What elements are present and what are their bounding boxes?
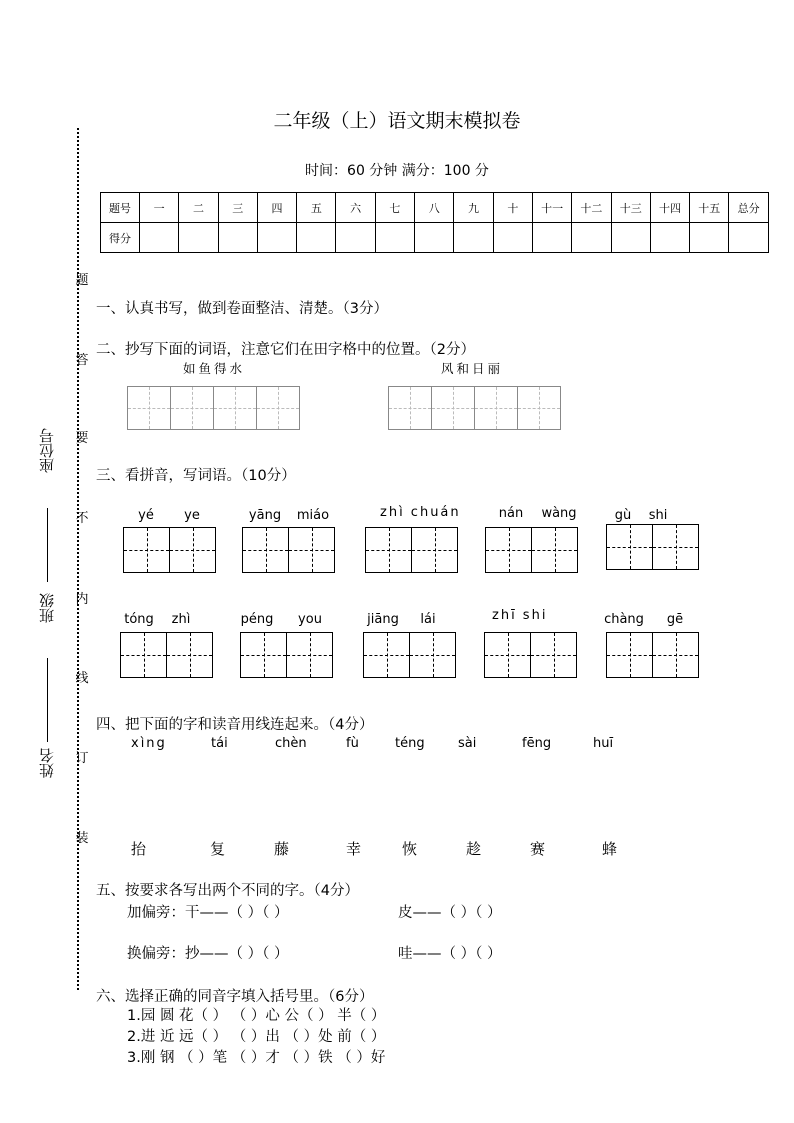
score-cell[interactable] (179, 223, 218, 253)
pinyin-label: gù (614, 508, 632, 523)
box-cell[interactable] (170, 528, 215, 572)
box-cell[interactable] (607, 525, 653, 569)
grid-cell[interactable] (128, 387, 171, 429)
box-cell[interactable] (410, 633, 455, 677)
pinyin-label: wàng (541, 506, 577, 521)
writing-box[interactable] (242, 527, 335, 573)
grid-cell[interactable] (389, 387, 432, 429)
pinyin-label: shi (648, 508, 668, 523)
score-header-cell: 五 (297, 193, 336, 223)
pinyin-label: nán (498, 506, 524, 521)
pinyin-label: yé (138, 508, 154, 523)
pinyin-label: péng (240, 612, 274, 627)
grid-cell[interactable] (432, 387, 475, 429)
binding-char: 线 (75, 671, 89, 686)
box-cell[interactable] (531, 633, 576, 677)
match-pinyin[interactable]: tái (211, 736, 228, 751)
score-cell[interactable] (454, 223, 493, 253)
score-header-cell: 十三 (611, 193, 650, 223)
tianzige-grid-2[interactable] (388, 386, 561, 430)
score-cell[interactable] (650, 223, 689, 253)
score-cell[interactable] (257, 223, 296, 253)
score-header-row (101, 193, 769, 223)
binding-char: 要 (75, 431, 89, 446)
score-cell[interactable] (572, 223, 611, 253)
writing-box[interactable] (606, 524, 699, 570)
class-label: 班级 (38, 593, 56, 623)
writing-box[interactable] (120, 632, 213, 678)
homophone-line[interactable]: 2.进 近 远（ ） （ ）出 （ ）处 前（ ） (127, 1029, 386, 1045)
match-char[interactable]: 幸 (346, 840, 362, 858)
grid-cell[interactable] (475, 387, 518, 429)
pinyin-label: ye (184, 508, 200, 523)
score-value-row (101, 223, 769, 253)
question-4: 四、把下面的字和读音用线连起来。（4分） (96, 717, 374, 733)
box-cell[interactable] (167, 633, 212, 677)
binding-char: 题 (75, 273, 89, 288)
homophone-line[interactable]: 1.园 圆 花（ ） （ ）心 公（ ） 半（ ） (127, 1008, 386, 1024)
score-header-cell: 十 (493, 193, 532, 223)
question-5: 五、按要求各写出两个不同的字。（4分） (96, 883, 359, 899)
score-header-cell: 一 (140, 193, 179, 223)
match-char[interactable]: 趁 (466, 840, 482, 858)
match-char[interactable]: 恢 (402, 840, 418, 858)
pinyin-label: you (298, 612, 322, 627)
box-cell[interactable] (653, 633, 698, 677)
score-cell[interactable] (690, 223, 729, 253)
pinyin-label: zhì chuán (380, 505, 461, 520)
score-cell[interactable] (297, 223, 336, 253)
pinyin-label: zhì (171, 612, 191, 627)
score-cell[interactable] (336, 223, 375, 253)
writing-box[interactable] (485, 527, 578, 573)
score-header-cell: 十四 (650, 193, 689, 223)
tianzige-grid-1[interactable] (127, 386, 300, 430)
box-cell[interactable] (653, 525, 698, 569)
pinyin-label: lái (420, 612, 436, 627)
radical-add-line[interactable]: 加偏旁：干——（ ）（ ） (127, 905, 289, 921)
score-header-cell: 十一 (532, 193, 571, 223)
box-cell[interactable] (366, 528, 412, 572)
score-cell[interactable] (375, 223, 414, 253)
score-cell[interactable] (532, 223, 571, 253)
score-header-cell: 九 (454, 193, 493, 223)
pinyin-label: chàng (604, 612, 644, 627)
pinyin-label: zhī shi (492, 608, 548, 623)
class-blank-line[interactable] (47, 658, 48, 742)
question-2: 二、抄写下面的词语，注意它们在田字格中的位置。（2分） (96, 342, 475, 358)
binding-char: 装 (75, 831, 89, 846)
match-pinyin[interactable]: xìng (131, 736, 167, 751)
box-cell[interactable] (243, 528, 289, 572)
score-header-cell: 二 (179, 193, 218, 223)
writing-box[interactable] (240, 632, 333, 678)
score-header-cell: 四 (257, 193, 296, 223)
binding-char: 内 (75, 592, 89, 607)
grid-cell[interactable] (171, 387, 214, 429)
match-pinyin[interactable]: téng (395, 736, 425, 751)
match-pinyin[interactable]: sài (458, 736, 477, 751)
radical-add-line[interactable]: 皮——（ ）（ ） (398, 905, 502, 921)
box-cell[interactable] (289, 528, 334, 572)
name-label: 姓名 (38, 748, 56, 778)
question-3: 三、看拼音，写词语。（10分） (96, 468, 296, 484)
binding-char: 答 (75, 353, 89, 368)
match-char[interactable]: 蜂 (602, 840, 618, 858)
score-header-cell: 六 (336, 193, 375, 223)
box-cell[interactable] (287, 633, 332, 677)
grid-cell[interactable] (257, 387, 299, 429)
score-header-cell: 十二 (572, 193, 611, 223)
writing-box[interactable] (484, 632, 577, 678)
writing-box[interactable] (606, 632, 699, 678)
box-cell[interactable] (486, 528, 532, 572)
score-header-cell: 八 (415, 193, 454, 223)
score-cell[interactable] (729, 223, 768, 253)
match-char[interactable]: 复 (210, 840, 226, 858)
score-header-cell: 十五 (690, 193, 729, 223)
page-title: 二年级（上）语文期末模拟卷 (273, 110, 521, 132)
score-header-cell: 总分 (729, 193, 768, 223)
box-cell[interactable] (241, 633, 287, 677)
score-table (100, 192, 769, 253)
box-cell[interactable] (364, 633, 410, 677)
copy-word-2: 风和日丽 (441, 361, 504, 376)
score-row-label: 得分 (101, 223, 140, 253)
score-cell[interactable] (140, 223, 179, 253)
question-1: 一、认真书写，做到卷面整洁、清楚。（3分） (96, 301, 388, 317)
pinyin-label: gē (666, 612, 684, 627)
match-char[interactable]: 藤 (274, 840, 290, 858)
score-header-cell: 七 (375, 193, 414, 223)
score-cell[interactable] (218, 223, 257, 253)
seat-number-label: 座位号 (38, 428, 56, 473)
exam-info: 时间：60 分钟 满分：100 分 (305, 163, 489, 179)
grid-cell[interactable] (214, 387, 257, 429)
box-cell[interactable] (532, 528, 577, 572)
pinyin-label: yāng (248, 508, 282, 523)
score-header-cell: 三 (218, 193, 257, 223)
box-cell[interactable] (124, 528, 170, 572)
pinyin-label: tóng (124, 612, 154, 627)
score-cell[interactable] (611, 223, 650, 253)
writing-box[interactable] (365, 527, 458, 573)
score-cell[interactable] (493, 223, 532, 253)
match-pinyin[interactable]: huī (593, 736, 614, 751)
match-pinyin[interactable]: chèn (275, 736, 307, 751)
box-cell[interactable] (485, 633, 531, 677)
box-cell[interactable] (412, 528, 457, 572)
question-6: 六、选择正确的同音字填入括号里。（6分） (96, 989, 374, 1005)
writing-box[interactable] (363, 632, 456, 678)
score-header-cell: 题号 (101, 193, 140, 223)
pinyin-label: miáo (296, 508, 330, 523)
homophone-line[interactable]: 3.刚 钢 （ ）笔 （ ）才 （ ）铁 （ ）好 (127, 1050, 386, 1066)
radical-change-line[interactable]: 换偏旁：抄——（ ）（ ） (127, 946, 289, 962)
radical-change-line[interactable]: 哇——（ ）（ ） (398, 946, 502, 962)
writing-box[interactable] (123, 527, 216, 573)
seat-blank-line[interactable] (47, 508, 48, 582)
box-cell[interactable] (121, 633, 167, 677)
binding-char: 不 (75, 511, 89, 526)
binding-char: 订 (75, 751, 89, 766)
binding-dotted-line (77, 128, 79, 990)
score-cell[interactable] (415, 223, 454, 253)
match-pinyin[interactable]: fù (346, 736, 359, 751)
copy-word-1: 如鱼得水 (183, 361, 246, 376)
match-char[interactable]: 赛 (530, 840, 546, 858)
box-cell[interactable] (607, 633, 653, 677)
match-char[interactable]: 抬 (131, 840, 147, 858)
pinyin-label: jiāng (367, 612, 399, 627)
match-pinyin[interactable]: fēng (522, 736, 552, 751)
grid-cell[interactable] (518, 387, 560, 429)
